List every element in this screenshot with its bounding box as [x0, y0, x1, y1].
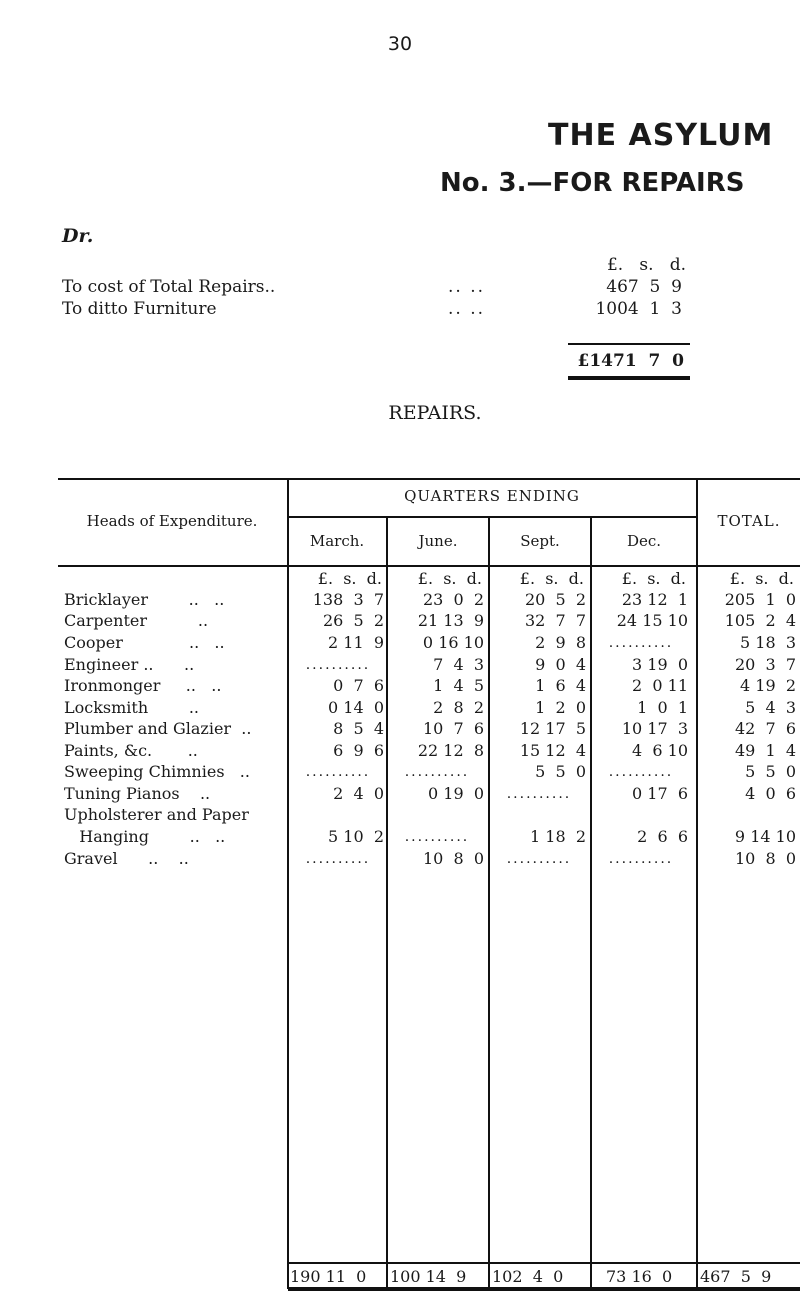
quarters-ending-header: QUARTERS ENDING	[404, 487, 580, 505]
summary-leader-dots: .. ..	[448, 299, 486, 319]
summary-grand-total: £1471 7 0	[577, 351, 684, 371]
table-cell: ..........	[506, 786, 572, 802]
units-june: £. s. d.	[417, 569, 482, 588]
row-label: Hanging .. ..	[64, 827, 226, 846]
quarter-header-june: June.	[418, 532, 458, 550]
summary-label-total-repairs: To cost of Total Repairs..	[62, 277, 276, 297]
summary-value-total-repairs: 467 5 9	[606, 277, 682, 297]
table-cell: 49 1 4	[734, 741, 796, 760]
table-cell: 21 13 9	[417, 611, 484, 630]
summary-value-furniture: 1004 1 3	[595, 299, 682, 319]
table-cell: 0 7 6	[333, 676, 384, 695]
row-label: Engineer .. ..	[64, 655, 195, 674]
col-divider	[488, 517, 490, 1289]
page-number: 30	[387, 33, 413, 55]
table-cell: 42 7 6	[734, 719, 796, 738]
table-cell: 5 5 0	[745, 762, 796, 781]
table-cell: 4 19 2	[740, 676, 796, 695]
col-divider	[287, 478, 289, 1289]
header-bottom-rule	[58, 565, 800, 567]
title-asylum: THE ASYLUM	[548, 118, 774, 153]
table-cell: ..........	[305, 764, 371, 780]
table-cell: ..........	[608, 851, 674, 867]
table-cell: 5 18 3	[740, 633, 796, 652]
table-cell: 24 15 10	[616, 611, 688, 630]
row-label: Locksmith ..	[64, 698, 200, 717]
summary-leader-dots: .. ..	[448, 277, 486, 297]
table-top-rule	[58, 478, 800, 480]
units-total: £. s. d.	[729, 569, 794, 588]
table-cell: 0 16 10	[422, 633, 484, 652]
table-cell: ..........	[404, 764, 470, 780]
row-label: Sweeping Chimnies ..	[64, 762, 250, 781]
table-cell: 10 8 0	[422, 849, 484, 868]
total-grand: 467 5 9	[700, 1267, 772, 1286]
table-cell: 26 5 2	[322, 611, 384, 630]
table-cell: 5 5 0	[535, 762, 586, 781]
table-cell: 23 0 2	[422, 590, 484, 609]
table-cell: ..........	[608, 635, 674, 651]
table-cell: 6 9 6	[333, 741, 384, 760]
units-dec: £. s. d.	[621, 569, 686, 588]
row-label: Gravel .. ..	[64, 849, 189, 868]
table-cell: 4 6 10	[632, 741, 688, 760]
table-cell: 10 8 0	[734, 849, 796, 868]
row-label: Bricklayer .. ..	[64, 590, 225, 609]
table-cell: 105 2 4	[724, 611, 796, 630]
row-label: Carpenter ..	[64, 611, 209, 630]
quarter-header-march: March.	[309, 532, 365, 550]
table-cell: 2 11 9	[328, 633, 384, 652]
title-repairs: No. 3.—FOR REPAIRS	[440, 168, 745, 198]
table-cell: 20 5 2	[524, 590, 586, 609]
table-cell: 15 12 4	[519, 741, 586, 760]
table-cell: 0 14 0	[328, 698, 384, 717]
table-cell: ..........	[608, 764, 674, 780]
table-cell: 205 1 0	[724, 590, 796, 609]
table-cell: ..........	[506, 851, 572, 867]
row-label: Ironmonger .. ..	[64, 676, 222, 695]
table-cell: 1 6 4	[535, 676, 586, 695]
table-cell: 9 0 4	[535, 655, 586, 674]
totals-bottom-rule	[288, 1287, 800, 1291]
row-label: Upholsterer and Paper	[64, 805, 249, 824]
table-cell: 22 12 8	[417, 741, 484, 760]
quarters-rule	[288, 516, 696, 518]
table-cell: 0 17 6	[632, 784, 688, 803]
total-sept: 102 4 0	[492, 1267, 564, 1286]
col-divider	[696, 478, 698, 1289]
row-label: Cooper .. ..	[64, 633, 225, 652]
table-cell: ..........	[404, 829, 470, 845]
table-cell: 138 3 7	[312, 590, 384, 609]
table-cell: 2 6 6	[637, 827, 688, 846]
total-dec: 73 16 0	[606, 1267, 673, 1286]
table-cell: 10 17 3	[621, 719, 688, 738]
row-label: Paints, &c. ..	[64, 741, 198, 760]
table-cell: 9 14 10	[734, 827, 796, 846]
table-cell: 1 4 5	[433, 676, 484, 695]
table-cell: 4 0 6	[745, 784, 796, 803]
table-cell: 1 0 1	[637, 698, 688, 717]
table-cell: ..........	[305, 657, 371, 673]
table-cell: 12 17 5	[519, 719, 586, 738]
summary-label-furniture: To ditto Furniture	[62, 299, 217, 319]
table-cell: 10 7 6	[422, 719, 484, 738]
table-cell: 0 19 0	[428, 784, 484, 803]
summary-currency-header: £. s. d.	[606, 255, 686, 275]
table-cell: 3 19 0	[632, 655, 688, 674]
table-cell: 2 0 11	[632, 676, 688, 695]
quarter-header-sept: Sept.	[520, 532, 560, 550]
total-march: 190 11 0	[290, 1267, 367, 1286]
total-header: TOTAL.	[717, 512, 781, 530]
row-label: Plumber and Glazier ..	[64, 719, 252, 738]
debit-label: Dr.	[62, 225, 94, 247]
table-cell: 7 4 3	[433, 655, 484, 674]
table-cell: 2 4 0	[333, 784, 384, 803]
row-label: Tuning Pianos ..	[64, 784, 211, 803]
heads-of-expenditure-header: Heads of Expenditure.	[86, 512, 258, 530]
quarter-header-dec: Dec.	[626, 532, 662, 550]
table-cell: 32 7 7	[524, 611, 586, 630]
summary-rule-top	[568, 343, 690, 345]
table-cell: 5 10 2	[328, 827, 384, 846]
col-divider	[386, 517, 388, 1289]
units-march: £. s. d.	[317, 569, 382, 588]
repairs-section-title: REPAIRS.	[388, 402, 482, 424]
table-cell: 1 2 0	[535, 698, 586, 717]
summary-rule-bottom	[568, 376, 690, 380]
table-cell: 5 4 3	[745, 698, 796, 717]
table-cell: 23 12 1	[621, 590, 688, 609]
table-cell: 2 9 8	[535, 633, 586, 652]
table-cell: 8 5 4	[333, 719, 384, 738]
table-cell: 20 3 7	[734, 655, 796, 674]
col-divider	[590, 517, 592, 1289]
table-cell: ..........	[305, 851, 371, 867]
table-cell: 1 18 2	[530, 827, 586, 846]
total-june: 100 14 9	[390, 1267, 467, 1286]
totals-top-rule	[288, 1262, 800, 1264]
units-sept: £. s. d.	[519, 569, 584, 588]
table-cell: 2 8 2	[433, 698, 484, 717]
